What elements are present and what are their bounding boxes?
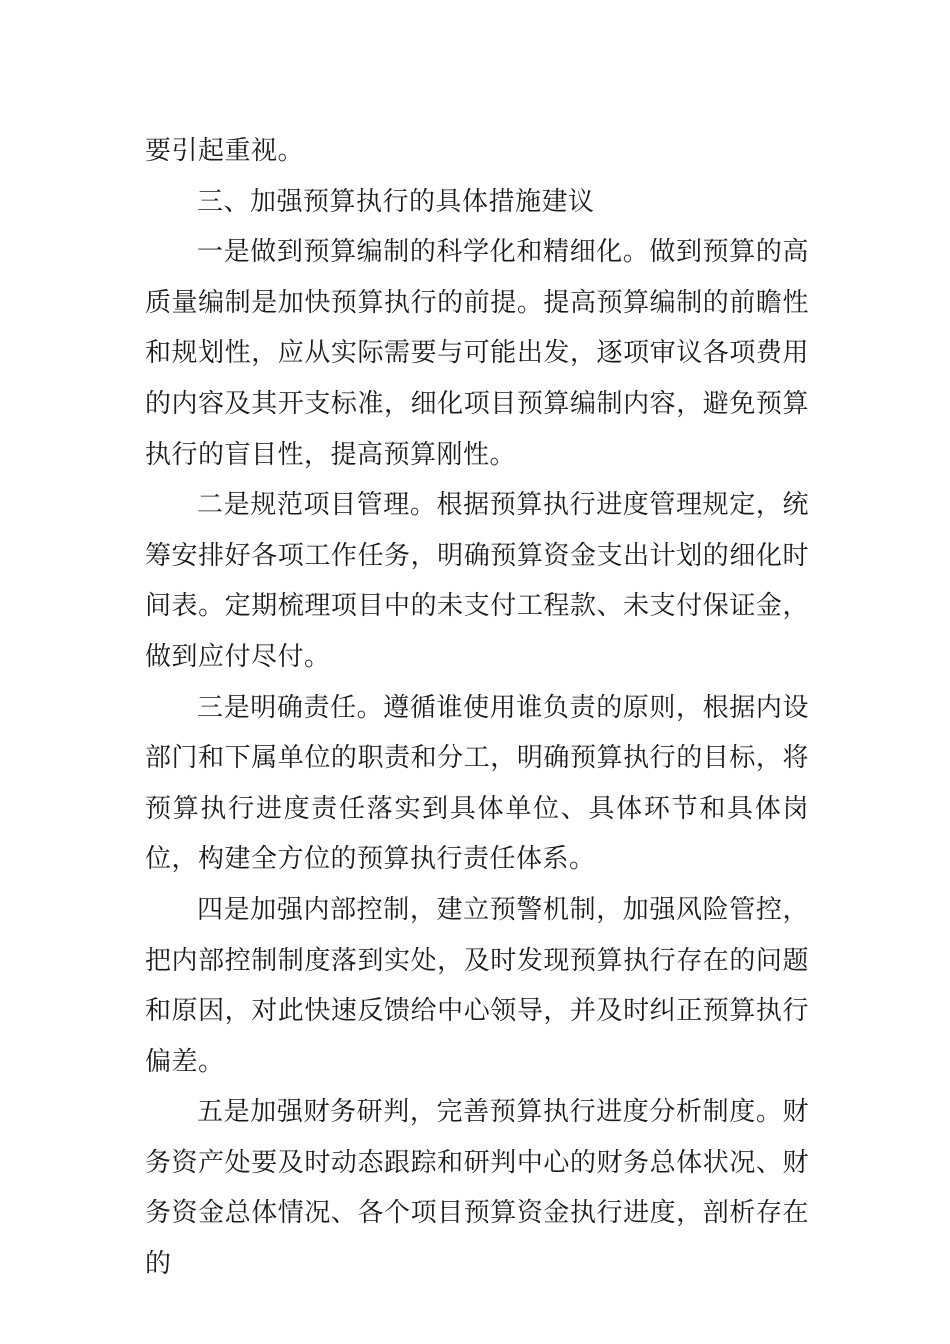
paragraph-measure-3: 三是明确责任。遵循谁使用谁负责的原则，根据内设部门和下属单位的职责和分工，明确预算执行的目标，将预算执行进度责任落实到具体单位、具体环节和具体岗位，构建全方位的预算执行责任体系。 [145,692,809,875]
paragraph-measure-4: 四是加强内部控制，建立预警机制，加强风险管控，把内部控制制度落到实处，及时发现预算执行存在的问题和原因，对此快速反馈给中心领导，并及时纠正预算执行偏差。 [145,894,809,1077]
paragraph-measure-2: 二是规范项目管理。根据预算执行进度管理规定，统筹安排好各项工作任务，明确预算资金支出计划的细化时间表。定期梳理项目中的未支付工程款、未支付保证金，做到应付尽付。 [145,490,809,672]
paragraph-measure-1: 一是做到预算编制的科学化和精细化。做到预算的高质量编制是加快预算执行的前提。提高预算编制的前瞻性和规划性，应从实际需要与可能出发，逐项审议各项费用的内容及其开支标准，细化项目预算编制内容，避免预算执行的盲目性，提高预算刚性。 [145,237,809,470]
document-body [145,126,809,1290]
paragraph-measure-5: 五是加强财务研判，完善预算执行进度分析制度。财务资产处要及时动态跟踪和研判中心的财务总体状况、财务资金总体情况、各个项目预算资金执行进度，剖析存在的 [145,1097,809,1280]
paragraph-continuation: 要引起重视。 [145,136,305,166]
section-heading: 三、加强预算执行的具体措施建议 [197,186,595,217]
